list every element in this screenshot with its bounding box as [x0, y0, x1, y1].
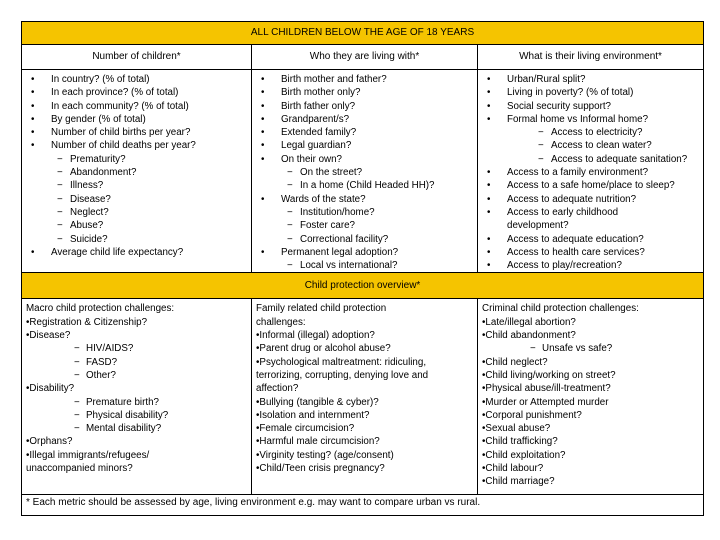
bullet-item: • By gender (% of total) [22, 113, 251, 126]
sub-item: − Access to electricity? [478, 126, 703, 139]
header-number-of-children: Number of children* [22, 45, 252, 70]
sub-item: − Other? [26, 369, 251, 382]
sub-item: − Local vs international? [252, 259, 477, 272]
bullet-item: • Birth mother only? [252, 86, 477, 99]
challenge-item: •Child marriage? [482, 476, 555, 488]
challenge-item: •Child labour? [482, 463, 544, 475]
number-of-children-list [22, 73, 251, 259]
challenge-item: •Child exploitation? [482, 449, 566, 461]
sub-item: − Premature birth? [26, 396, 251, 409]
bullet-item: • Number of child deaths per year? [22, 139, 251, 152]
challenge-item: •Harmful male circumcision? [256, 436, 380, 448]
challenge-item: •Child neglect? [482, 356, 548, 368]
sub-item: − Abuse? [22, 219, 251, 232]
living-with-cell [252, 70, 478, 273]
challenge-item: •Disease? [26, 330, 71, 342]
bullet-item: • Living in poverty? (% of total) [478, 86, 703, 99]
challenge-item: •Bullying (tangible & cyber)? [256, 396, 379, 408]
macro-challenges-block [22, 299, 251, 475]
bullet-item: • Access to health care services? [478, 246, 703, 259]
challenge-item: •Illegal immigrants/refugees/ [26, 449, 150, 461]
sub-item: − FASD? [26, 356, 251, 369]
sub-item: − Abandonment? [22, 166, 251, 179]
challenge-item: •Parent drug or alcohol abuse? [256, 343, 391, 355]
sub-item: − HIV/AIDS? [26, 342, 251, 355]
child-protection-header: Child protection overview* [22, 273, 704, 299]
bullet-item: • Birth mother and father? [252, 73, 477, 86]
criminal-challenges-cell [478, 299, 704, 495]
bullet-item: • In each community? (% of total) [22, 100, 251, 113]
bullet-item: • Access to a family environment? [478, 166, 703, 179]
living-environment-list [478, 73, 703, 272]
child-framework-table [21, 21, 704, 516]
challenge-item: •Corporal punishment? [482, 409, 582, 421]
bullet-item: • Urban/Rural split? [478, 73, 703, 86]
challenge-item: •Murder or Attempted murder [482, 396, 609, 408]
sub-item: − Mental disability? [26, 422, 251, 435]
bullet-item: • In country? (% of total) [22, 73, 251, 86]
bullet-item: • Social security support? [478, 100, 703, 113]
sub-item: − Unsafe vs safe? [482, 342, 703, 355]
bullet-item: • Access to adequate nutrition? [478, 193, 703, 206]
challenge-item: •Psychological maltreatment: ridiculing, terrorizing, corrupting, denying love and affection? [256, 356, 429, 395]
framework-table-wrapper [21, 21, 703, 538]
footnote: * Each metric should be assessed by age, living environment e.g. may want to compare urban vs rural. [22, 495, 704, 516]
challenge-item: •Virginity testing? (age/consent) [256, 449, 394, 461]
challenge-item: •Orphans? [26, 436, 73, 448]
section-title: Criminal child protection challenges: [482, 303, 639, 315]
sub-item: − Prematurity? [22, 153, 251, 166]
challenge-item: •Late/illegal abortion? [482, 316, 576, 328]
header-living-with: Who they are living with* [252, 45, 478, 70]
bullet-item: • In each province? (% of total) [22, 86, 251, 99]
bullet-item: • Access to play/recreation? [478, 259, 703, 272]
bullet-item: • Access to adequate education? [478, 233, 703, 246]
macro-challenges-cell [22, 299, 252, 495]
living-with-list [252, 73, 477, 272]
challenge-item: •Disability? [26, 383, 75, 395]
challenge-item: •Physical abuse/ill-treatment? [482, 383, 611, 395]
sub-item: − Suicide? [22, 233, 251, 246]
sub-item: − Institution/home? [252, 206, 477, 219]
challenge-item: •Child/Teen crisis pregnancy? [256, 463, 385, 475]
criminal-challenges-block [478, 299, 703, 488]
challenge-item: •Registration & Citizenship? [26, 316, 148, 328]
sub-item: − Illness? [22, 179, 251, 192]
bullet-item: • Wards of the state? [252, 193, 477, 206]
sub-item: − Access to clean water? [478, 139, 703, 152]
bullet-item: • Extended family? [252, 126, 477, 139]
challenge-item: •Child trafficking? [482, 436, 558, 448]
sub-item: − Foster care? [252, 219, 477, 232]
bullet-item: • Access to early childhood [478, 206, 703, 219]
bullet-item: • Birth father only? [252, 100, 477, 113]
sub-item: − In a home (Child Headed HH)? [252, 179, 477, 192]
challenge-item: •Informal (illegal) adoption? [256, 330, 375, 342]
sub-item: − On the street? [252, 166, 477, 179]
challenge-item: •Isolation and internment? [256, 409, 370, 421]
header-living-environment: What is their living environment* [478, 45, 704, 70]
table-title: ALL CHILDREN BELOW THE AGE OF 18 YEARS [22, 22, 704, 45]
family-challenges-cell [252, 299, 478, 495]
section-title: Family related child protection challenges: [256, 303, 387, 328]
bullet-item: • Legal guardian? [252, 139, 477, 152]
living-environment-cell [478, 70, 704, 273]
bullet-item: • Formal home vs Informal home? [478, 113, 703, 126]
challenge-item: •Child living/working on street? [482, 369, 616, 381]
sub-item: − Physical disability? [26, 409, 251, 422]
sub-item: − Access to adequate sanitation? [478, 153, 703, 166]
bullet-item: • Permanent legal adoption? [252, 246, 477, 259]
challenge-item: •Sexual abuse? [482, 423, 551, 435]
sub-item: − Disease? [22, 193, 251, 206]
challenge-item: •Female circumcision? [256, 423, 355, 435]
sub-item: − Correctional facility? [252, 233, 477, 246]
bullet-item: • Access to a safe home/place to sleep? [478, 179, 703, 192]
bullet-item: • On their own? [252, 153, 477, 166]
section-title: Macro child protection challenges: [26, 303, 175, 315]
bullet-item: • Number of child births per year? [22, 126, 251, 139]
challenge-item: unaccompanied minors? [26, 463, 133, 475]
family-challenges-block [252, 299, 477, 475]
number-of-children-cell [22, 70, 252, 273]
bullet-item: • Average child life expectancy? [22, 246, 251, 259]
challenge-item: •Child abandonment? [482, 330, 576, 342]
bullet-item: • Grandparent/s? [252, 113, 477, 126]
bullet-continuation: development? [507, 220, 569, 232]
sub-item: − Neglect? [22, 206, 251, 219]
